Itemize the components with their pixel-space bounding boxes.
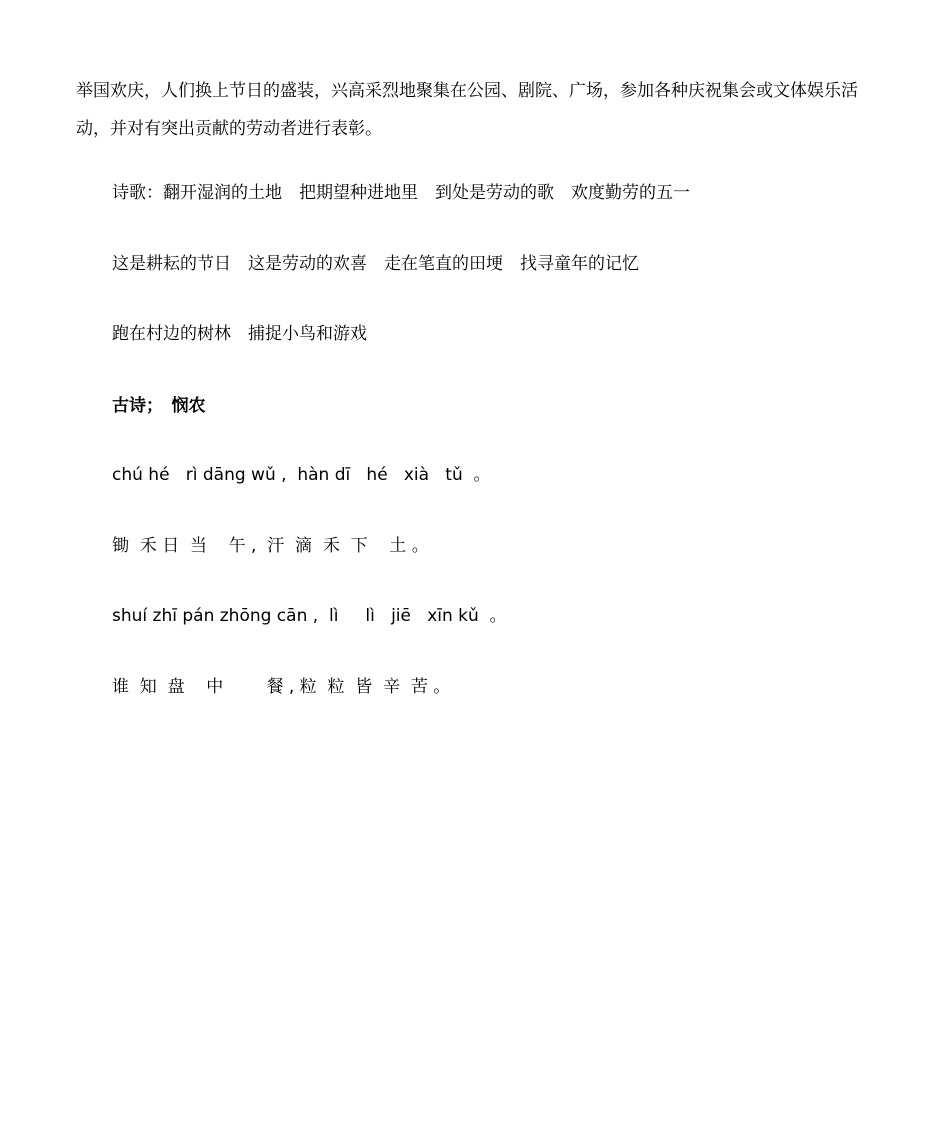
pinyin-line-1: chú hé rì dāng wǔ , hàn dī hé xià tǔ 。 xyxy=(112,465,491,485)
pinyin-line-2: shuí zhī pán zhōng cān , lì lì jiē xīn kǔ 。 xyxy=(112,606,507,626)
poem-line-2: 这是耕耘的节日 这是劳动的欢喜 走在笔直的田埂 找寻童年的记忆 xyxy=(112,254,639,274)
hanzi-line-1: 锄 禾 日 当 午 , 汗 滴 禾 下 土 。 xyxy=(112,536,429,556)
hanzi-line-2: 谁 知 盘 中 餐 , 粒 粒 皆 辛 苦 。 xyxy=(112,677,451,697)
ancient-poem-heading: 古诗； 悯农 xyxy=(112,396,206,416)
poem-line-3: 跑在村边的树林 捕捉小鸟和游戏 xyxy=(112,324,367,344)
intro-paragraph: 举国欢庆，人们换上节日的盛装，兴高采烈地聚集在公园、剧院、广场，参加各种庆祝集会或文体娱乐活动，并对有突出贡献的劳动者进行表彰。 xyxy=(76,81,858,139)
poem-line-1: 诗歌：翻开湿润的土地 把期望种进地里 到处是劳动的歌 欢度勤劳的五一 xyxy=(112,183,690,203)
